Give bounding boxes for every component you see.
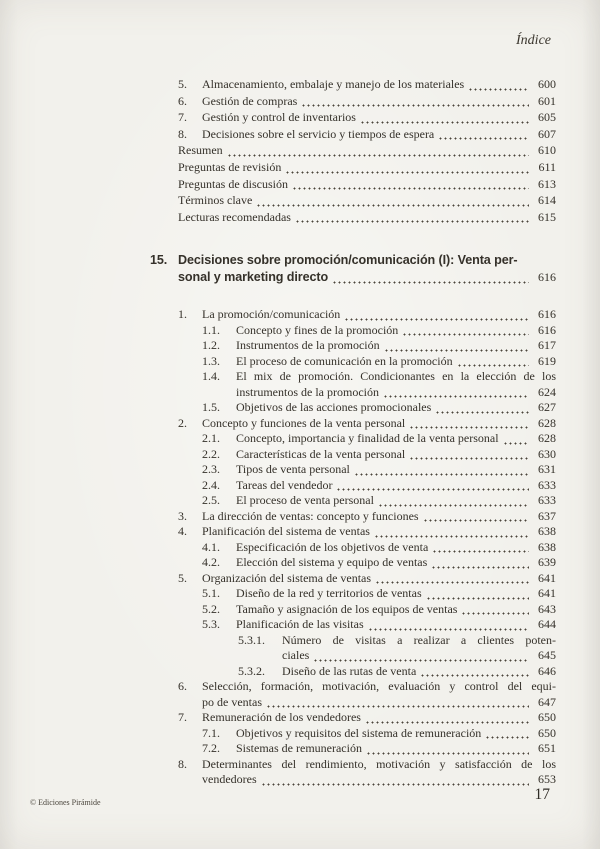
entry-last-line	[236, 602, 556, 618]
entry-last-line	[236, 447, 556, 463]
entry-number: 2.	[178, 415, 187, 430]
entry-body	[236, 369, 556, 400]
entry-page-number: 601	[538, 93, 556, 108]
entry-last-line	[202, 76, 556, 93]
entry-body	[178, 142, 556, 159]
entry-text: Preguntas de discusión	[178, 176, 288, 191]
toc-entry	[178, 710, 556, 726]
entry-body	[236, 447, 556, 463]
entry-page-number: 643	[538, 601, 556, 616]
dot-leader	[266, 705, 529, 708]
entry-last-line	[236, 478, 556, 494]
dot-leader	[435, 411, 529, 414]
entry-body	[282, 633, 556, 664]
toc-entry	[202, 400, 556, 416]
entry-last-line	[282, 648, 556, 664]
entry-number: 5.	[178, 570, 187, 585]
entry-text: Elección del sistema y equipo de ventas	[236, 555, 428, 570]
entry-text: ciales	[282, 648, 310, 663]
entry-text: Especificación de los objetivos de venta	[236, 539, 429, 554]
entry-text: El proceso de venta personal	[236, 493, 374, 508]
entry-body	[202, 93, 556, 110]
entry-number: 7.	[178, 710, 187, 725]
dot-leader	[336, 488, 529, 491]
entry-body	[236, 462, 556, 478]
entry-last-line	[178, 142, 556, 159]
entry-number: 15.	[150, 253, 168, 268]
entry-last-line	[178, 209, 556, 226]
entry-page-number: 613	[538, 176, 556, 191]
toc-entry	[178, 142, 556, 159]
entry-page-number: 633	[538, 477, 556, 492]
entry-number: 5.3.2.	[238, 663, 265, 678]
entry-text: Selección, formación, motivación, evaluación y control del equi-	[202, 679, 556, 694]
toc-entry	[202, 478, 556, 494]
entry-page-number: 616	[538, 307, 556, 322]
entry-last-line	[236, 741, 556, 757]
dot-leader	[420, 674, 529, 677]
entry-last-line	[236, 431, 556, 447]
entry-page-number: 619	[538, 353, 556, 368]
entry-text: sonal y marketing directo	[178, 270, 329, 285]
toc-entry	[178, 571, 556, 587]
dot-leader	[227, 154, 529, 157]
entry-text: vendedores	[202, 772, 257, 787]
entry-text: El proceso de comunicación en la promoción	[236, 353, 453, 368]
entry-text: Sistemas de remuneración	[236, 741, 362, 756]
entry-last-line	[202, 772, 556, 788]
entry-body	[236, 741, 556, 757]
entry-text: Lecturas recomendadas	[178, 209, 291, 224]
entry-last-line	[236, 400, 556, 416]
entry-page-number: 627	[538, 400, 556, 415]
entry-text: Almacenamiento, embalaje y manejo de los materiales	[202, 77, 465, 91]
entry-number: 1.2.	[202, 338, 220, 353]
entry-body	[202, 710, 556, 726]
toc-entry	[202, 354, 556, 370]
entry-page-number: 628	[538, 415, 556, 430]
entry-number: 3.	[178, 508, 187, 523]
entry-page-number: 641	[538, 586, 556, 601]
dot-leader	[360, 121, 529, 124]
toc-entry	[202, 602, 556, 618]
dot-leader	[301, 104, 529, 107]
entry-body	[178, 252, 556, 286]
dot-leader	[285, 171, 529, 174]
entry-page-number: 611	[538, 159, 556, 174]
dot-leader	[295, 220, 529, 223]
entry-body	[178, 209, 556, 226]
toc-entry	[178, 757, 556, 788]
entry-number: 1.3.	[202, 353, 220, 368]
entry-number: 2.5.	[202, 493, 220, 508]
dot-leader	[292, 187, 529, 190]
toc-entry	[178, 307, 556, 323]
entry-number: 2.4.	[202, 477, 220, 492]
dot-leader	[457, 364, 529, 367]
toc-section-chapter-15	[178, 307, 556, 788]
entry-body	[236, 540, 556, 556]
toc-entry	[178, 93, 556, 110]
toc-entry	[178, 176, 556, 193]
dot-leader	[383, 395, 529, 398]
entry-last-line	[236, 540, 556, 556]
toc-entry	[238, 664, 556, 680]
toc-entry	[178, 159, 556, 176]
toc-entry	[178, 509, 556, 525]
entry-text: Planificación de las visitas	[236, 617, 364, 632]
entry-page-number: 631	[538, 462, 556, 477]
toc-entry	[202, 726, 556, 742]
entry-number: 6.	[178, 679, 187, 694]
entry-last-line	[178, 159, 556, 176]
page-number: 17	[534, 786, 550, 803]
entry-number: 1.	[178, 307, 187, 322]
entry-body	[236, 617, 556, 633]
running-head: Índice	[516, 33, 551, 48]
entry-body	[202, 679, 556, 710]
entry-text: Preguntas de revisión	[178, 159, 282, 174]
entry-page-number: 650	[538, 725, 556, 740]
chapter-title-entry	[150, 252, 556, 286]
entry-body	[202, 757, 556, 788]
entry-number: 7.	[178, 110, 187, 125]
entry-page-number: 647	[538, 694, 556, 709]
entry-last-line	[202, 109, 556, 126]
dot-leader	[375, 581, 529, 584]
dot-leader	[366, 752, 529, 755]
entry-number: 5.1.	[202, 586, 220, 601]
entry-last-line	[236, 493, 556, 509]
toc-entry	[178, 209, 556, 226]
dot-leader	[313, 659, 529, 662]
entry-body	[202, 571, 556, 587]
entry-number: 1.5.	[202, 400, 220, 415]
entry-page-number: 638	[538, 539, 556, 554]
toc-entry	[178, 679, 556, 710]
entry-text: Organización del sistema de ventas	[202, 570, 372, 585]
entry-body	[178, 192, 556, 209]
entry-text: Remuneración de los vendedores	[202, 710, 361, 725]
entry-page-number: 628	[538, 431, 556, 446]
table-of-contents	[150, 76, 556, 788]
entry-page-number: 650	[538, 710, 556, 725]
entry-page-number: 624	[538, 384, 556, 399]
entry-last-line	[236, 586, 556, 602]
toc-entry	[178, 416, 556, 432]
toc-entry	[178, 524, 556, 540]
entry-text: Número de visitas a realizar a clientes poten-	[282, 632, 556, 647]
entry-number: 1.4.	[202, 369, 220, 384]
publisher-copyright: © Ediciones Pirámide	[30, 798, 101, 807]
dot-leader	[423, 519, 529, 522]
entry-page-number: 607	[538, 126, 556, 141]
dot-leader	[426, 597, 529, 600]
entry-last-line	[202, 695, 556, 711]
entry-last-line	[202, 571, 556, 587]
entry-last-line	[202, 509, 556, 525]
entry-page-number: 617	[538, 338, 556, 353]
entry-number: 1.1.	[202, 322, 220, 337]
entry-text: Diseño de la red y territorios de ventas	[236, 586, 422, 601]
entry-last-line	[202, 93, 556, 110]
toc-entry	[202, 586, 556, 602]
entry-last-line	[178, 176, 556, 193]
entry-number: 5.3.1.	[238, 632, 265, 647]
entry-number: 4.2.	[202, 555, 220, 570]
entry-body	[236, 493, 556, 509]
entry-last-line	[282, 664, 556, 680]
entry-text: instrumentos de la promoción	[236, 384, 379, 399]
entry-text: Gestión de compras	[202, 93, 298, 108]
entry-body	[202, 509, 556, 525]
entry-last-line	[202, 307, 556, 323]
toc-section-previous-chapter-end	[178, 76, 556, 225]
dot-leader	[365, 721, 529, 724]
entry-number: 8.	[178, 126, 187, 141]
entry-text: Tamaño y asignación de los equipos de ventas	[236, 601, 458, 616]
entry-text: Concepto y fines de la promoción	[236, 322, 399, 337]
dot-leader	[402, 333, 529, 336]
entry-last-line	[236, 385, 556, 401]
entry-body	[236, 400, 556, 416]
entry-number: 4.	[178, 524, 187, 539]
toc-entry	[202, 493, 556, 509]
dot-leader	[256, 204, 529, 207]
entry-body	[202, 76, 556, 93]
entry-page-number: 644	[538, 617, 556, 632]
entry-page-number: 616	[538, 270, 556, 285]
toc-entry	[202, 462, 556, 478]
entry-text: Decisiones sobre promoción/comunicación (I): Venta per-	[178, 253, 518, 268]
dot-leader	[354, 473, 529, 476]
entry-body	[202, 109, 556, 126]
entry-last-line	[236, 617, 556, 633]
entry-body	[236, 338, 556, 354]
toc-entry	[202, 431, 556, 447]
toc-entry	[178, 126, 556, 143]
entry-text: Tipos de venta personal	[236, 462, 350, 477]
entry-text: Determinantes del rendimiento, motivación y satisfacción de los	[202, 756, 556, 771]
entry-text: Tareas del vendedor	[236, 477, 333, 492]
dot-leader	[485, 736, 529, 739]
entry-text: El mix de promoción. Condicionantes en la elección de los	[236, 369, 556, 384]
entry-number: 4.1.	[202, 539, 220, 554]
entry-page-number: 645	[538, 648, 556, 663]
entry-number: 2.3.	[202, 462, 220, 477]
entry-body	[202, 416, 556, 432]
dot-leader	[374, 535, 529, 538]
dot-leader	[261, 783, 529, 786]
toc-entry	[202, 741, 556, 757]
dot-leader	[409, 426, 529, 429]
entry-number: 5.3.	[202, 617, 220, 632]
entry-page-number: 630	[538, 446, 556, 461]
entry-page-number: 646	[538, 663, 556, 678]
entry-body	[236, 478, 556, 494]
entry-body	[178, 159, 556, 176]
entry-text: Objetivos de las acciones promocionales	[236, 400, 432, 415]
entry-body	[236, 354, 556, 370]
entry-text: La dirección de ventas: concepto y funciones	[202, 508, 419, 523]
entry-text: Planificación del sistema de ventas	[202, 524, 370, 539]
entry-text: po de ventas	[202, 694, 262, 709]
entry-body	[202, 307, 556, 323]
entry-text: Objetivos y requisitos del sistema de remuneración	[236, 725, 482, 740]
entry-page-number: 605	[538, 110, 556, 125]
dot-leader	[409, 457, 529, 460]
dot-leader	[461, 612, 529, 615]
entry-text: Resumen	[178, 143, 223, 158]
entry-body	[236, 726, 556, 742]
entry-page-number: 610	[538, 143, 556, 158]
chapter-15-heading	[150, 252, 556, 286]
entry-page-number: 637	[538, 508, 556, 523]
entry-text: Concepto, importancia y finalidad de la venta personal	[236, 431, 499, 446]
toc-entry	[202, 323, 556, 339]
entry-number: 5.2.	[202, 601, 220, 616]
dot-leader	[344, 318, 529, 321]
entry-number: 2.1.	[202, 431, 220, 446]
entry-last-line	[202, 126, 556, 143]
dot-leader	[468, 88, 529, 91]
entry-number: 6.	[178, 93, 187, 108]
entry-text: Términos clave	[178, 193, 253, 208]
entry-last-line	[236, 462, 556, 478]
entry-body	[202, 524, 556, 540]
entry-page-number: 653	[538, 772, 556, 787]
entry-last-line	[202, 416, 556, 432]
dot-leader	[503, 442, 529, 445]
entry-last-line	[236, 338, 556, 354]
entry-number: 7.2.	[202, 741, 220, 756]
dot-leader	[384, 349, 529, 352]
dot-leader	[431, 566, 529, 569]
entry-body	[282, 664, 556, 680]
dot-leader	[368, 628, 529, 631]
entry-body	[236, 431, 556, 447]
entry-page-number: 614	[538, 193, 556, 208]
entry-last-line	[236, 555, 556, 571]
toc-entry	[178, 109, 556, 126]
entry-number: 2.2.	[202, 446, 220, 461]
dot-leader	[378, 504, 529, 507]
dot-leader	[332, 281, 529, 284]
entry-text: Gestión y control de inventarios	[202, 110, 356, 125]
entry-last-line	[236, 726, 556, 742]
entry-page-number: 641	[538, 570, 556, 585]
entry-body	[236, 586, 556, 602]
entry-body	[236, 602, 556, 618]
toc-entry	[202, 555, 556, 571]
entry-page-number: 615	[538, 209, 556, 224]
entry-number: 5.	[178, 77, 187, 91]
entry-page-number: 638	[538, 524, 556, 539]
dot-leader	[432, 550, 529, 553]
toc-entry	[202, 540, 556, 556]
toc-entry	[202, 338, 556, 354]
toc-entry	[178, 76, 556, 93]
entry-page-number: 633	[538, 493, 556, 508]
dot-leader	[438, 137, 529, 140]
entry-page-number: 616	[538, 322, 556, 337]
entry-last-line	[178, 192, 556, 209]
entry-body	[202, 126, 556, 143]
entry-last-line	[202, 710, 556, 726]
entry-text: Concepto y funciones de la venta personal	[202, 415, 406, 430]
entry-number: 8.	[178, 756, 187, 771]
entry-body	[236, 555, 556, 571]
entry-last-line	[236, 323, 556, 339]
toc-entry	[238, 633, 556, 664]
entry-body	[178, 176, 556, 193]
entry-text: Decisiones sobre el servicio y tiempos de espera	[202, 126, 435, 141]
entry-page-number: 651	[538, 741, 556, 756]
entry-last-line	[202, 524, 556, 540]
entry-text: Instrumentos de la promoción	[236, 338, 380, 353]
toc-entry	[202, 369, 556, 400]
entry-page-number: 600	[538, 77, 556, 91]
entry-text: Características de la venta personal	[236, 446, 406, 461]
toc-entry	[178, 192, 556, 209]
toc-entry	[202, 617, 556, 633]
entry-text: La promoción/comunicación	[202, 307, 341, 322]
entry-page-number: 639	[538, 555, 556, 570]
entry-body	[236, 323, 556, 339]
entry-number: 7.1.	[202, 725, 220, 740]
toc-entry	[202, 447, 556, 463]
entry-last-line	[236, 354, 556, 370]
entry-last-line	[178, 269, 556, 286]
entry-text: Diseño de las rutas de venta	[282, 663, 417, 678]
